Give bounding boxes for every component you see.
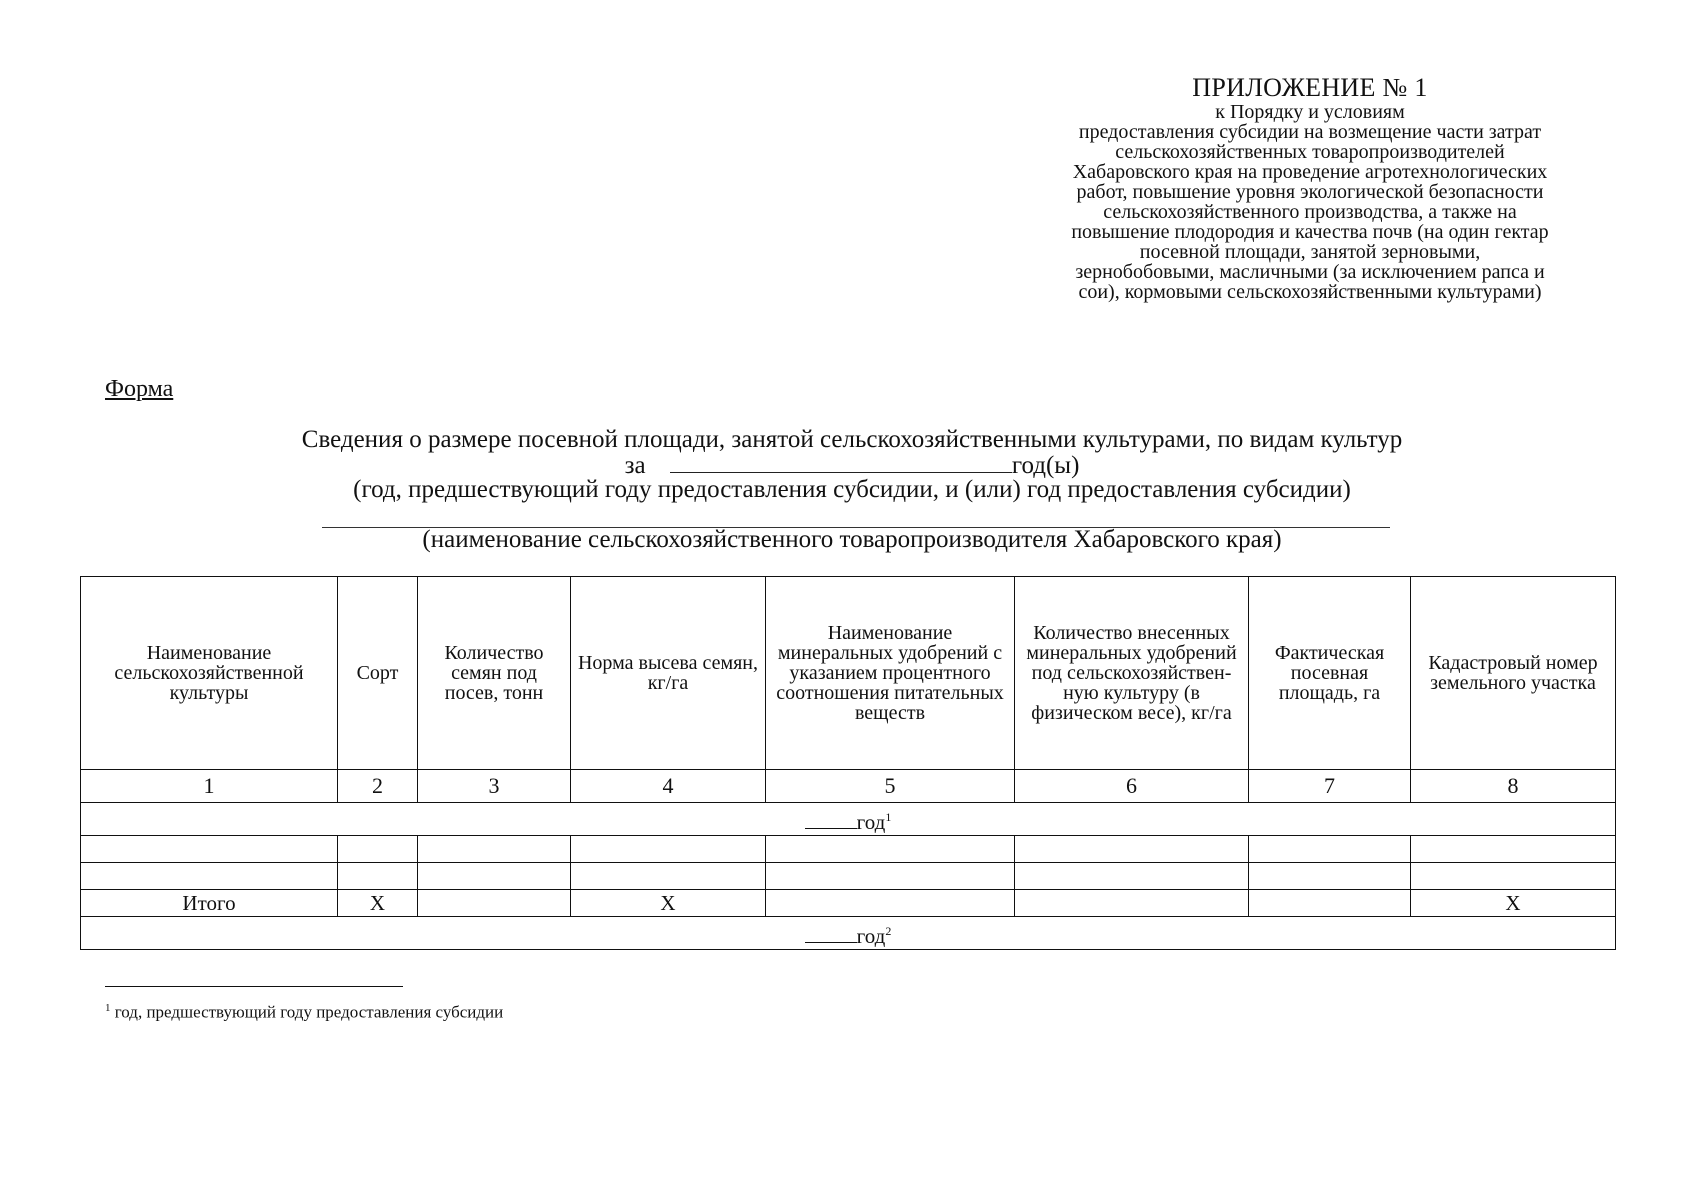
table-cell[interactable]: [1015, 863, 1249, 890]
period-suffix: год(ы): [1011, 452, 1080, 479]
header-cell: Наименование сельскохозяйственной культуры: [81, 577, 338, 770]
period-caption: (год, предшествующий году предоставления субсидии, и (или) год предоставления субсидии): [353, 476, 1351, 503]
header-cell: Фактическая посевная площадь, га: [1249, 577, 1411, 770]
producer-caption: (наименование сельскохозяйственного товаропроизводителя Хабаровского края): [422, 526, 1282, 553]
table-cell[interactable]: [1249, 890, 1411, 917]
appendix-line: сельскохозяйственных товаропроизводителей: [1115, 141, 1505, 163]
table-cell[interactable]: [571, 863, 766, 890]
year-blank[interactable]: [805, 812, 857, 829]
header-row: [81, 577, 1616, 770]
table-cell[interactable]: [338, 863, 418, 890]
table-cell[interactable]: [1015, 836, 1249, 863]
table-cell[interactable]: [81, 863, 338, 890]
column-number-row: [81, 770, 1616, 803]
year-label: год: [856, 923, 886, 948]
header-cell: Сорт: [338, 577, 418, 770]
footnote-text: год, предшествующий году предоставления субсидии: [114, 1002, 504, 1022]
table-cell[interactable]: [81, 836, 338, 863]
appendix-block: [1000, 74, 1620, 302]
form-title: Сведения о размере посевной площади, занятой сельскохозяйственными культурами, по видам культур: [301, 426, 1403, 453]
appendix-line: посевной площади, занятой зерновыми,: [1139, 241, 1481, 263]
appendix-line: зернобобовыми, масличными (за исключением рапса и: [1075, 261, 1545, 283]
table-cell[interactable]: [1411, 836, 1616, 863]
year-section-cell: [81, 917, 1616, 950]
table-cell[interactable]: [338, 836, 418, 863]
table-cell[interactable]: [766, 890, 1015, 917]
column-number: 4: [571, 770, 766, 803]
header-cell: Количество семян под посев, тонн: [418, 577, 571, 770]
appendix-line: работ, повышение уровня экологической безопасности: [1076, 181, 1544, 203]
footnote: [105, 1002, 503, 1023]
table-row: [81, 836, 1616, 863]
table-cell[interactable]: [1249, 863, 1411, 890]
table-cell[interactable]: [766, 836, 1015, 863]
x-mark: Х: [571, 890, 766, 917]
header-cell: Кадастровый номер земельного участка: [1411, 577, 1616, 770]
period-blank[interactable]: [670, 452, 1012, 473]
period-line: [0, 452, 1704, 478]
period-prefix: за: [624, 452, 646, 479]
column-number: 7: [1249, 770, 1411, 803]
year-blank[interactable]: [805, 926, 857, 943]
appendix-title: ПРИЛОЖЕНИЕ № 1: [1192, 73, 1428, 102]
year-label: год: [856, 809, 886, 834]
table-cell[interactable]: [1411, 863, 1616, 890]
column-number: 3: [418, 770, 571, 803]
appendix-line: предоставления субсидии на возмещение части затрат: [1078, 121, 1542, 143]
table-cell[interactable]: [766, 863, 1015, 890]
form-label: Форма: [105, 376, 174, 402]
appendix-line: повышение плодородия и качества почв (на один гектар: [1071, 221, 1549, 243]
year-section-row: [81, 917, 1616, 950]
table-cell[interactable]: [418, 863, 571, 890]
column-number: 5: [766, 770, 1015, 803]
footnote-ref: 1: [885, 809, 892, 824]
footnote-mark: 1: [105, 1002, 111, 1014]
footnote-divider: [105, 986, 403, 987]
table-cell[interactable]: [1249, 836, 1411, 863]
appendix-line: сои), кормовыми сельскохозяйственными культурами): [1078, 281, 1542, 303]
column-number: 1: [81, 770, 338, 803]
appendix-line: сельскохозяйственного производства, а также на: [1103, 201, 1517, 223]
x-mark: Х: [1411, 890, 1616, 917]
year-section-row: [81, 803, 1616, 836]
column-number: 2: [338, 770, 418, 803]
year-section-cell: [81, 803, 1616, 836]
table-cell[interactable]: [571, 836, 766, 863]
table-cell[interactable]: [418, 890, 571, 917]
header-cell: Количество внесенных минеральных удобрений под сельскохозяйствен-ную культуру (в физическом весе), кг/га: [1015, 577, 1249, 770]
appendix-line: Хабаровского края на проведение агротехнологических: [1072, 161, 1548, 183]
table-cell[interactable]: [418, 836, 571, 863]
header-cell: Норма высева семян, кг/га: [571, 577, 766, 770]
x-mark: Х: [338, 890, 418, 917]
appendix-line: к Порядку и условиям: [1215, 101, 1405, 123]
column-number: 6: [1015, 770, 1249, 803]
table-row: [81, 863, 1616, 890]
crop-data-table: [80, 576, 1616, 950]
footnote-ref: 2: [885, 923, 892, 938]
total-row: [81, 890, 1616, 917]
header-cell: Наименование минеральных удобрений с указанием процентного соотношения питательных веществ: [766, 577, 1015, 770]
table-cell[interactable]: [1015, 890, 1249, 917]
total-label: Итого: [81, 890, 338, 917]
column-number: 8: [1411, 770, 1616, 803]
